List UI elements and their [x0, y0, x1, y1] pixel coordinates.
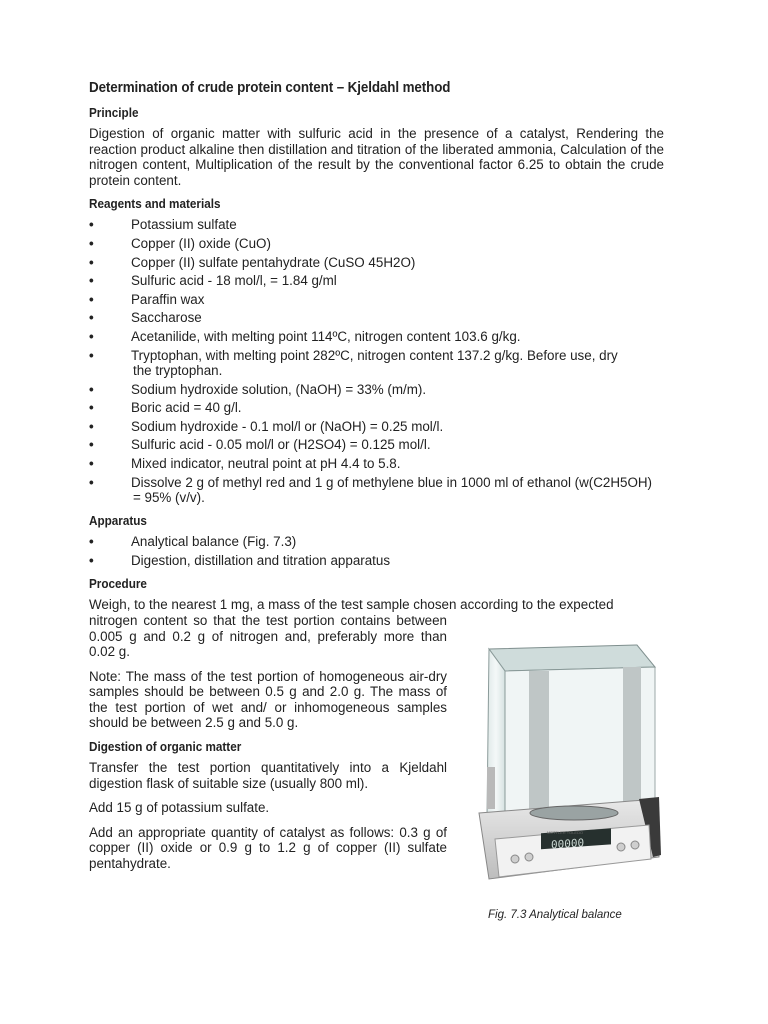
procedure-note: Note: The mass of the test portion of homogeneous air-dry samples should be between 0.5 g and 2.0 g. The mass of the test portion of wet and/ or inhomogeneous samples should be between 2.5 g and 5.0 g. [89, 668, 447, 731]
digestion-text-1: Transfer the test portion quantitatively into a Kjeldahl digestion flask of suitable size (usually 800 ml). [89, 760, 447, 791]
list-item-continuation: = 95% (v/v). [133, 489, 205, 505]
list-item: • Digestion, distillation and titration apparatus [89, 552, 391, 568]
list-item: • Paraffin wax [89, 291, 205, 307]
principle-heading: Principle [89, 106, 139, 120]
list-item: • Acetanilide, with melting point 114ºC, nitrogen content 103.6 g/kg. [89, 328, 521, 344]
analytical-balance-figure [459, 627, 661, 899]
principle-text: Digestion of organic matter with sulfuric acid in the presence of a catalyst, Rendering the reaction product alkaline then distillation and titration of the liberated ammonia, Calculation of the nitrogen content, Multiplication of the result by the conventional factor 6.25 to obtain the crude protein content. [89, 126, 664, 188]
figure-caption: Fig. 7.3 Analytical balance [488, 909, 622, 921]
list-item: • Saccharose [89, 310, 202, 326]
page-title: Determination of crude protein content – Kjeldahl method [89, 80, 451, 96]
reagents-heading: Reagents and materials [89, 197, 221, 212]
list-item: • Analytical balance (Fig. 7.3) [89, 534, 297, 550]
balance-display-readout: 00000 [551, 836, 585, 852]
digestion-text-2: Add 15 g of potassium sulfate. [89, 800, 270, 816]
list-item: • Dissolve 2 g of methyl red and 1 g of methylene blue in 1000 ml of ethanol (w(C2H5OH) = 95% (v/v). [89, 475, 664, 506]
analytical-balance-image [459, 627, 661, 899]
list-item: • Copper (II) sulfate pentahydrate (CuSO 45H2O) [89, 254, 416, 270]
list-item: • Sulfuric acid - 0.05 mol/l or (H2SO4) = 0.125 mol/l. [89, 437, 431, 453]
procedure-text: nitrogen content so that the test portion contains between 0.005 g and 0.2 g of nitrogen and, preferably more than 0.02 g. [89, 612, 447, 660]
apparatus-heading: Apparatus [89, 514, 147, 529]
list-item: • Tryptophan, with melting point 282ºC, nitrogen content 137.2 g/kg. Before use, dry the tryptophan. [89, 348, 664, 379]
procedure-line-1: Weigh, to the nearest 1 mg, a mass of the test sample chosen according to the expected [89, 597, 614, 613]
reagents-list [89, 217, 664, 505]
list-item-continuation: the tryptophan. [133, 362, 223, 378]
brand-label: METTLER TOLEDO [547, 830, 584, 835]
list-item: • Boric acid = 40 g/l. [89, 400, 242, 416]
list-item: • Sodium hydroxide solution, (NaOH) = 33% (m/m). [89, 381, 427, 397]
digestion-heading: Digestion of organic matter [89, 740, 242, 755]
apparatus-list [89, 534, 664, 568]
list-item: • Sulfuric acid - 18 mol/l, = 1.84 g/ml [89, 273, 337, 289]
list-item: • Potassium sulfate [89, 217, 237, 233]
digestion-text-3: Add an appropriate quantity of catalyst as follows: 0.3 g of copper (II) oxide or 0.9 g to 1.2 g of copper (II) sulfate pentahydrate. [89, 824, 447, 872]
list-item: • Mixed indicator, neutral point at pH 4.4 to 5.8. [89, 455, 401, 471]
list-item: • Sodium hydroxide - 0.1 mol/l or (NaOH) = 0.25 mol/l. [89, 418, 444, 434]
procedure-heading: Procedure [89, 577, 147, 592]
list-item: • Copper (II) oxide (CuO) [89, 235, 271, 251]
